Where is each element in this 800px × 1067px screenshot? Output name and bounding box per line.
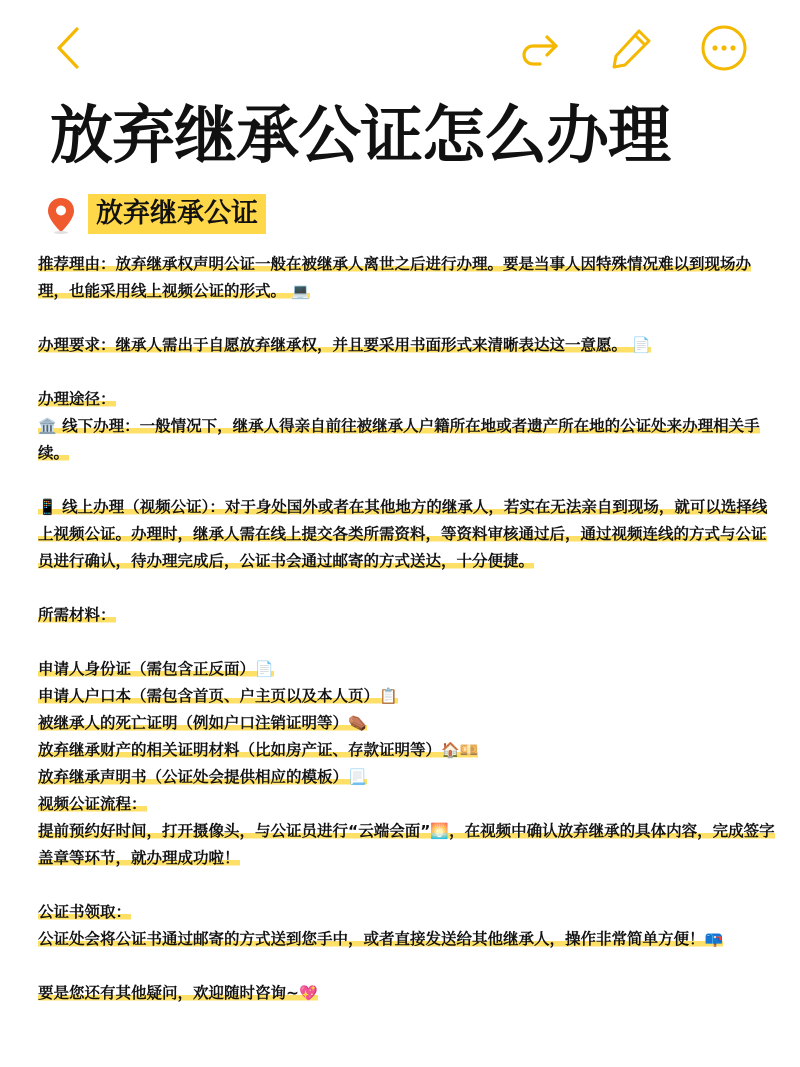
material-item: 申请人户口本（需包含首页、户主页以及本人页）📋 bbox=[38, 687, 398, 705]
house-emoji: 🏠 bbox=[441, 741, 460, 759]
clipboard-emoji: 📋 bbox=[379, 687, 398, 705]
top-nav-bar bbox=[0, 0, 800, 96]
mailbox-emoji: 📪 bbox=[704, 930, 724, 948]
page-title: 放弃继承公证怎么办理 bbox=[50, 99, 670, 172]
phone-emoji: 📱 bbox=[38, 498, 57, 516]
laptop-emoji: 💻 bbox=[291, 282, 311, 300]
closing-paragraph: 要是您还有其他疑问，欢迎随时咨询~💖 bbox=[38, 984, 318, 1002]
material-item: 放弃继承声明书（公证处会提供相应的模板）📃 bbox=[38, 768, 367, 786]
bank-emoji: 🏛️ bbox=[38, 417, 57, 435]
scroll-emoji: 📃 bbox=[348, 768, 367, 786]
share-arrow-icon[interactable] bbox=[516, 22, 568, 74]
pickup-label: 公证书领取： bbox=[38, 903, 132, 921]
video-process-label: 视频公证流程： bbox=[38, 795, 147, 813]
requirement-paragraph: 办理要求：继承人需出于自愿放弃继承权，并且要采用书面形式来清晰表达这一意愿。 📄 bbox=[38, 336, 652, 354]
more-options-icon[interactable] bbox=[698, 22, 750, 74]
bill-emoji: 💴 bbox=[459, 741, 479, 759]
pickup-paragraph: 公证处会将公证书通过邮寄的方式送到您手中，或者直接发送给其他继承人，操作非常简单方便！📪 bbox=[38, 930, 724, 948]
page-emoji: 📄 bbox=[255, 660, 274, 678]
material-item: 放弃继承财产的相关证明材料（比如房产证、存款证明等）🏠💴 bbox=[38, 741, 479, 759]
material-item: 申请人身份证（需包含正反面）📄 bbox=[38, 660, 274, 678]
coffin-emoji: ⚰️ bbox=[348, 714, 367, 732]
sunrise-emoji: 🌅 bbox=[430, 822, 450, 840]
heart-emoji: 💖 bbox=[299, 984, 318, 1002]
materials-label: 所需材料： bbox=[38, 606, 116, 624]
page-emoji: 📄 bbox=[632, 336, 652, 354]
material-item: 被继承人的死亡证明（例如户口注销证明等）⚰️ bbox=[38, 714, 367, 732]
article-body bbox=[38, 251, 778, 1007]
online-paragraph: 📱 线上办理（视频公证）：对于身处国外或者在其他地方的继承人，若实在无法亲自到现场，就可以选择线上视频公证。办理时，继承人需在线上提交各类所需资料，等资料审核通过后，通过视频连线的方式与公证员进行确认，待办理完成后，公证书会通过邮寄的方式送达，十分便捷。 bbox=[38, 498, 768, 570]
back-chevron-icon[interactable] bbox=[44, 22, 96, 74]
channel-label: 办理途径： bbox=[38, 390, 116, 408]
recommend-reason-paragraph: 推荐理由：放弃继承权声明公证一般在被继承人离世之后进行办理。要是当事人因特殊情况难以到现场办理，也能采用线上视频公证的形式。 💻 bbox=[38, 255, 752, 300]
video-process-paragraph: 提前预约好时间，打开摄像头，与公证员进行“云端会面”🌅，在视频中确认放弃继承的具体内容，完成签字盖章等环节，就办理成功啦！ bbox=[38, 822, 775, 867]
offline-paragraph: 🏛️ 线下办理：一般情况下，继承人得亲自前往被继承人户籍所在地或者遗产所在地的公证处来办理相关手续。 bbox=[38, 417, 760, 462]
location-pin-icon bbox=[46, 196, 76, 234]
edit-pencil-icon[interactable] bbox=[606, 22, 658, 74]
section-heading-text: 放弃继承公证 bbox=[88, 194, 266, 234]
